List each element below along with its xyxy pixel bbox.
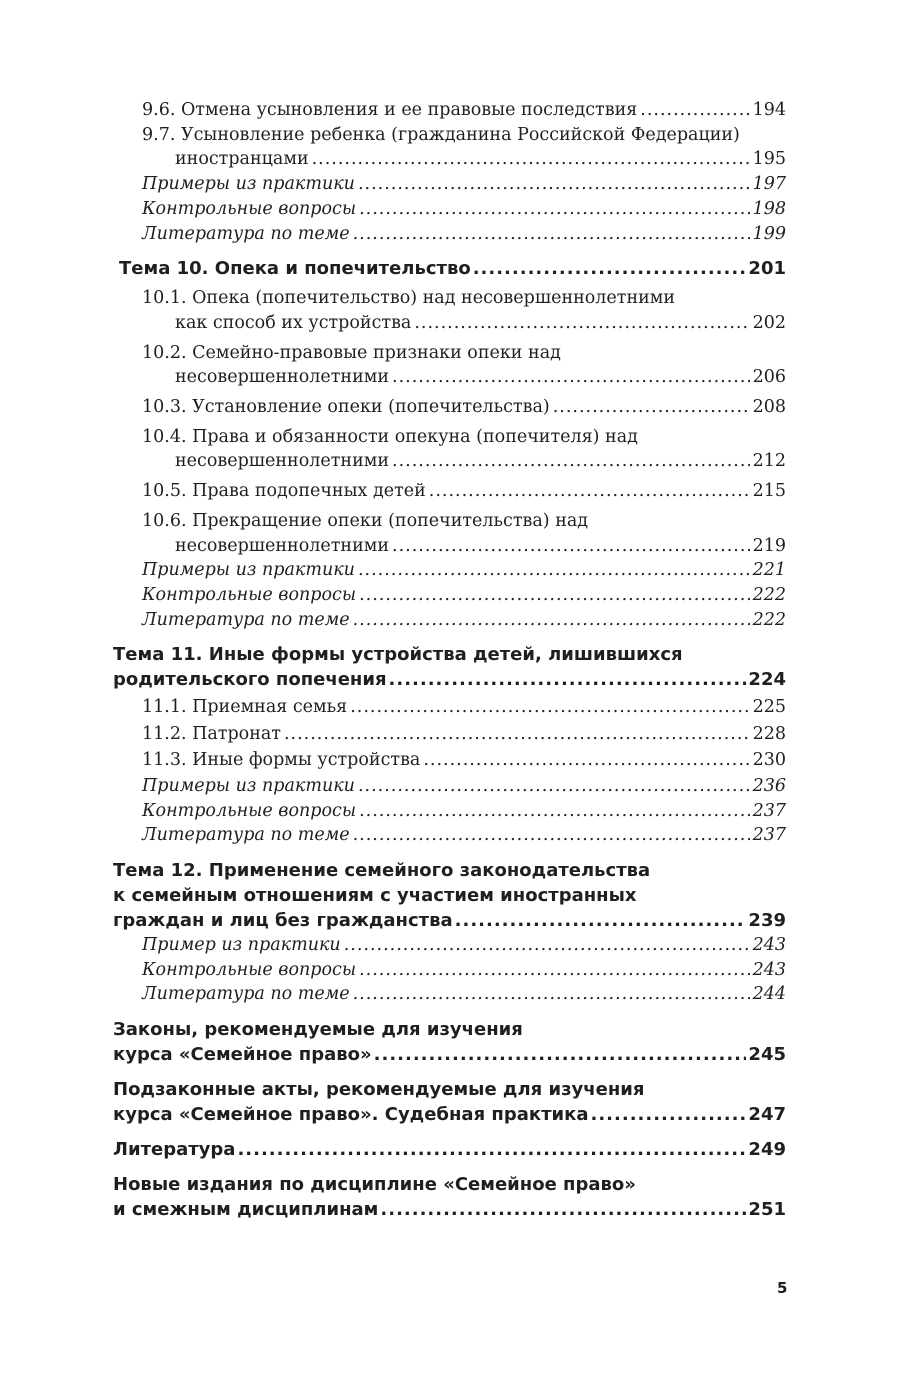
- page-ref: 243: [752, 959, 786, 980]
- toc-entry[interactable]: Контрольные вопросы ..... 198: [113, 197, 786, 222]
- page-ref: 237: [752, 800, 786, 821]
- page-ref: 197: [752, 174, 786, 195]
- toc-entry[interactable]: Контрольные вопросы ..... 237: [113, 799, 786, 824]
- page-ref: 225: [752, 697, 786, 718]
- page-ref: 201: [748, 258, 786, 280]
- page-ref: 244: [752, 984, 786, 1005]
- toc-entry[interactable]: 11.1. Приемная семья ..... 225: [113, 694, 786, 721]
- toc-entry[interactable]: 10.1. Опека (попечительство) над несовершеннолетними как способ их устройства ..... 202: [113, 286, 786, 335]
- page-ref: 219: [752, 535, 786, 556]
- page-ref: 251: [748, 1199, 786, 1221]
- toc-entry[interactable]: Контрольные вопросы ..... 222: [113, 583, 786, 608]
- toc-entry[interactable]: 11.3. Иные формы устройства ..... 230: [113, 747, 786, 774]
- toc-entry[interactable]: Контрольные вопросы ..... 243: [113, 958, 786, 983]
- toc-entry[interactable]: Литература по теме ..... 199: [113, 222, 786, 247]
- toc-entry[interactable]: Пример из практики ..... 243: [113, 933, 786, 958]
- toc-entry[interactable]: Литература по теме ..... 237: [113, 823, 786, 848]
- page-ref: 222: [752, 609, 786, 630]
- page-ref: 228: [752, 723, 786, 744]
- page-ref: 199: [752, 223, 786, 244]
- toc-entry[interactable]: 9.7. Усыновление ребенка (гражданина Российской Федерации) иностранцами ..... 195: [113, 123, 786, 172]
- page-ref: 198: [752, 198, 786, 219]
- toc-entry[interactable]: Литература по теме ..... 244: [113, 982, 786, 1007]
- toc-entry[interactable]: Литература по теме ..... 222: [113, 608, 786, 633]
- toc-entry[interactable]: Примеры из практики ..... 197: [113, 172, 786, 197]
- page-ref: 208: [752, 397, 786, 418]
- page-ref: 247: [748, 1104, 786, 1126]
- table-of-contents: [113, 98, 786, 1222]
- page-ref: 195: [752, 149, 786, 170]
- page-ref: 239: [748, 909, 786, 931]
- toc-entry[interactable]: 11.2. Патронат ..... 228: [113, 721, 786, 748]
- page-ref: 202: [752, 312, 786, 333]
- toc-entry[interactable]: 10.4. Права и обязанности опекуна (попечителя) над несовершеннолетними ..... 212: [113, 425, 786, 474]
- page-ref: 243: [752, 934, 786, 955]
- page-ref: 237: [752, 825, 786, 846]
- toc-topic-heading[interactable]: Тема 12. Применение семейного законодательства к семейным отношениям с участием иностранных граждан и лиц без гражданства ..... 239: [113, 858, 786, 933]
- page-ref: 249: [748, 1139, 786, 1161]
- toc-section-heading[interactable]: Подзаконные акты, рекомендуемые для изучения курса «Семейное право». Судебная практика ..... 247: [113, 1077, 786, 1127]
- toc-topic-heading[interactable]: Тема 11. Иные формы устройства детей, лишившихся родительского попечения ..... 224: [113, 642, 786, 692]
- page-number: 5: [777, 1279, 788, 1297]
- toc-section-heading[interactable]: Новые издания по дисциплине «Семейное право» и смежным дисциплинам ..... 251: [113, 1172, 786, 1222]
- toc-topic-heading[interactable]: Тема 10. Опека и попечительство ..... 201: [113, 256, 786, 281]
- page-ref: 221: [752, 560, 786, 581]
- page-ref: 194: [752, 100, 786, 120]
- toc-entry[interactable]: Примеры из практики ..... 221: [113, 558, 786, 583]
- page-ref: 206: [752, 367, 786, 388]
- page-ref: 245: [748, 1044, 786, 1066]
- page-ref: 224: [748, 669, 786, 691]
- toc-entry[interactable]: 10.3. Установление опеки (попечительства) ..... 208: [113, 395, 786, 420]
- toc-section-heading[interactable]: Законы, рекомендуемые для изучения курса «Семейное право» ..... 245: [113, 1017, 786, 1067]
- toc-entry[interactable]: 10.5. Права подопечных детей ..... 215: [113, 479, 786, 504]
- toc-section-heading[interactable]: Литература ..... 249: [113, 1137, 786, 1162]
- toc-entry[interactable]: 9.6. Отмена усыновления и ее правовые последствия ..... 194: [113, 98, 786, 123]
- page-ref: 236: [752, 775, 786, 796]
- toc-entry[interactable]: Примеры из практики ..... 236: [113, 774, 786, 799]
- toc-entry[interactable]: 10.6. Прекращение опеки (попечительства) над несовершеннолетними ..... 219: [113, 509, 786, 558]
- page-ref: 212: [752, 451, 786, 472]
- page-ref: 230: [752, 750, 786, 771]
- toc-entry[interactable]: 10.2. Семейно-правовые признаки опеки над несовершеннолетними ..... 206: [113, 341, 786, 390]
- page-ref: 215: [752, 481, 786, 502]
- page-ref: 222: [752, 584, 786, 605]
